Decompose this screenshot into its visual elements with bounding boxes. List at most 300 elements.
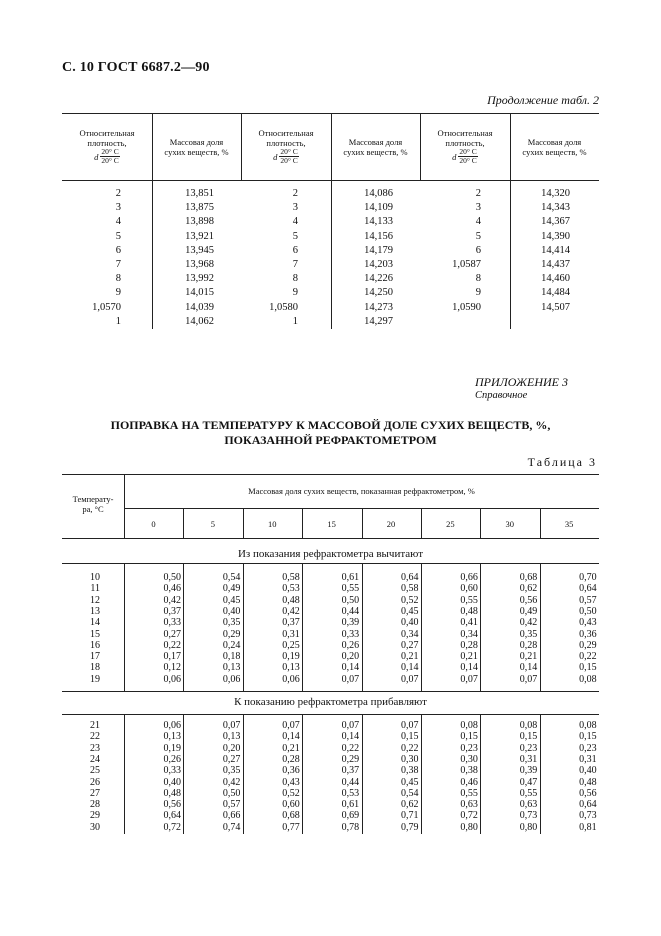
correction-cell: 0,23 [519,742,538,754]
correction-cell: 0,60 [460,583,478,595]
correction-cell: 0,45 [401,605,419,617]
section-subtract: Из показания рефрактометра вычитают [237,548,424,560]
fraction-symbol: d [273,151,278,162]
correction-cell: 0,55 [341,583,360,595]
correction-cell: 0,42 [282,605,300,617]
temperature-cell: 13 [90,605,100,617]
density-header [62,113,152,180]
temperature-cell: 10 [90,572,100,583]
correction-cell: 0,45 [401,776,419,788]
density-cell: 9 [292,287,298,299]
density-table [62,113,599,329]
density-cell: 1,0587 [452,259,481,271]
mass-cell: 14,367 [541,216,570,228]
mass-cell: 14,226 [364,273,393,285]
density-fraction [94,148,120,165]
correction-cell: 0,07 [222,720,241,731]
column-header: 35 [564,519,574,529]
correction-cell: 0,52 [282,787,300,799]
correction-cell: 0,40 [163,776,181,788]
correction-cell: 0,48 [282,594,300,606]
density-cell: 7 [115,259,121,271]
correction-cell: 0,27 [163,628,181,640]
column-header: 15 [327,519,336,529]
mass-cell: 14,250 [364,287,393,299]
correction-cell: 0,23 [579,742,597,754]
correction-cell: 0,28 [282,753,300,765]
correction-cell: 0,37 [341,765,360,777]
correction-cell: 0,73 [519,810,538,822]
table-rule-section [62,691,599,692]
mass-cell: 14,086 [364,188,393,199]
density-cell: 3 [115,202,121,214]
correction-cell: 0,42 [163,594,181,606]
temperature-cell: 22 [90,731,100,743]
correction-cell: 0,42 [519,617,538,629]
correction-cell: 0,25 [282,639,300,651]
correction-cell: 0,08 [519,720,538,731]
correction-cell: 0,39 [519,765,538,777]
correction-cell: 0,22 [163,639,181,651]
column-header: 10 [268,519,277,529]
correction-cell: 0,55 [460,594,478,606]
density-cell: 8 [292,273,298,285]
correction-cell: 0,14 [460,662,478,674]
correction-cell: 0,07 [460,673,478,685]
mass-column [331,187,393,329]
correction-cell: 0,50 [341,594,360,606]
correction-cell: 0,52 [401,594,419,606]
temperature-cell: 11 [90,583,100,595]
correction-cell: 0,23 [460,742,478,754]
density-cell: 9 [475,287,481,299]
correction-cell: 0,77 [282,821,300,833]
correction-cell: 0,63 [460,799,478,811]
table-rule-section [62,563,599,564]
density-cell: 6 [292,244,298,256]
temperature-cell: 26 [90,776,100,788]
correction-cell: 0,80 [519,821,538,833]
temperature-cell: 29 [90,810,100,822]
correction-cell: 0,48 [579,776,597,788]
correction-cell: 0,07 [341,673,360,685]
correction-cell: 0,07 [282,720,300,731]
header-text: Относительная [79,128,135,138]
correction-cell: 0,30 [401,753,419,765]
density-header [241,113,331,180]
density-fraction [273,148,299,165]
correction-cell: 0,29 [222,628,241,640]
mass-header [331,113,420,180]
correction-cell: 0,22 [401,742,419,754]
density-cell: 2 [292,188,298,199]
fraction-symbol: d [452,151,457,162]
temperature-cell: 24 [90,753,100,765]
correction-cell: 0,60 [282,799,300,811]
density-cell: 4 [115,216,121,228]
mass-header [152,113,241,180]
correction-cell: 0,66 [460,572,478,583]
correction-cell: 0,81 [579,821,597,833]
correction-cell: 0,28 [519,639,538,651]
temperature-cell: 23 [90,742,100,754]
mass-cell: 13,968 [185,259,214,271]
correction-cell: 0,33 [163,617,181,629]
correction-cell: 0,07 [341,720,360,731]
mass-cell: 13,945 [185,244,214,256]
correction-cell: 0,14 [519,662,538,674]
fraction-denominator: 20° C [101,156,119,165]
column-header: 0 [151,519,156,529]
title-line: ПОПРАВКА НА ТЕМПЕРАТУРУ К МАССОВОЙ ДОЛЕ СУХИХ ВЕЩЕСТВ, %, [110,418,551,432]
correction-cell: 0,56 [163,799,181,811]
temperature-cell: 12 [90,594,100,606]
correction-cell: 0,53 [282,583,300,595]
temperature-cell: 19 [90,673,100,685]
correction-cell: 0,63 [519,799,538,811]
correction-cell: 0,35 [519,628,538,640]
appendix-subtitle: Справочное [475,390,528,401]
correction-cell: 0,56 [579,787,597,799]
correction-cell: 0,19 [163,742,181,754]
correction-cell: 0,57 [222,799,241,811]
correction-cell: 0,43 [579,617,597,629]
mass-cell: 14,062 [185,315,214,327]
fraction-denominator: 20° C [280,156,298,165]
temperature-cell: 27 [90,787,100,799]
correction-cell: 0,50 [579,605,597,617]
temperature-cell: 15 [90,628,100,640]
mass-column [152,187,214,329]
mass-cell: 13,992 [185,273,214,285]
correction-cell: 0,39 [341,617,360,629]
correction-cell: 0,07 [401,673,419,685]
correction-cell: 0,08 [579,720,597,731]
correction-cell: 0,21 [282,742,300,754]
correction-cell: 0,26 [163,753,181,765]
correction-cell: 0,54 [401,787,419,799]
header-text: плотность, [445,138,485,148]
correction-cell: 0,14 [341,731,360,743]
header-text: Относительная [258,128,314,138]
fraction-denominator: 20° C [459,156,477,165]
title-line: ПОКАЗАННОЙ РЕФРАКТОМЕТРОМ [224,433,437,447]
mass-fraction-header: Массовая доля сухих веществ, показанная рефрактометром, % [248,486,475,496]
correction-cell: 0,71 [401,810,419,822]
correction-cell: 0,54 [222,572,241,583]
correction-cell: 0,62 [519,583,538,595]
correction-cell: 0,72 [460,810,478,822]
temperature-cell: 16 [90,639,100,651]
correction-cell: 0,35 [222,765,241,777]
density-cell: 3 [292,202,298,214]
correction-cell: 0,15 [579,662,597,674]
correction-cell: 0,37 [163,605,181,617]
correction-cell: 0,18 [222,651,241,663]
correction-cell: 0,49 [519,605,538,617]
correction-cell: 0,48 [460,605,478,617]
mass-cell: 14,273 [364,301,393,313]
column-header: 30 [505,519,514,529]
correction-cell: 0,38 [401,765,419,777]
correction-cell: 0,58 [282,572,300,583]
correction-cell: 0,58 [401,583,419,595]
correction-cell: 0,55 [460,787,478,799]
mass-cell: 14,460 [541,273,570,285]
table-rule-header [62,538,599,539]
correction-cell: 0,15 [519,731,538,743]
temperature-cell: 30 [90,821,100,833]
appendix-label [475,375,568,401]
header-text: Массовая доля [169,136,224,147]
correction-cell: 0,07 [401,720,419,731]
correction-cell: 0,48 [163,787,181,799]
correction-cell: 0,50 [222,787,241,799]
correction-cell: 0,37 [282,617,300,629]
correction-cell: 0,42 [222,776,241,788]
correction-cell: 0,13 [163,731,181,743]
correction-cell: 0,28 [460,639,478,651]
density-cell: 1,0580 [269,301,298,313]
correction-cell: 0,79 [401,821,419,833]
correction-cell: 0,33 [163,765,181,777]
correction-cell: 0,78 [341,821,360,833]
correction-cell: 0,45 [222,594,241,606]
header-text: плотность, [87,138,127,148]
correction-cell: 0,64 [579,799,597,811]
density-cell: 7 [292,259,298,271]
density-cell: 1 [292,315,298,327]
correction-cell: 0,08 [579,673,597,685]
correction-cell: 0,70 [579,572,597,583]
correction-cell: 0,31 [579,753,597,765]
correction-cell: 0,21 [519,651,538,663]
correction-cell: 0,24 [222,639,241,651]
mass-cell: 14,133 [364,216,393,228]
correction-cell: 0,80 [460,821,478,833]
mass-cell: 14,109 [364,202,393,214]
header-text: сухих веществ, % [343,146,408,157]
correction-cell: 0,15 [401,731,419,743]
correction-cell: 0,40 [579,765,597,777]
correction-cell: 0,61 [341,572,360,583]
correction-cell: 0,64 [401,572,419,583]
header-text: Относительная [437,128,493,138]
correction-cell: 0,12 [163,662,181,674]
table-rule-top [62,474,599,475]
temperature-cell: 14 [90,617,100,629]
temperature-header [62,494,124,514]
fraction-numerator: 20° C [459,147,477,156]
temperature-cell: 28 [90,799,100,811]
header-text: ра, °С [82,504,104,514]
correction-cell: 0,43 [282,776,300,788]
fraction-numerator: 20° C [280,147,298,156]
correction-cell: 0,14 [341,662,360,674]
temperature-cell: 25 [90,765,100,777]
correction-cell: 0,68 [519,572,538,583]
correction-cell: 0,74 [222,821,241,833]
correction-cell: 0,22 [341,742,360,754]
density-fraction [452,148,478,165]
mass-cell: 13,921 [185,230,214,242]
correction-cell: 0,06 [282,673,300,685]
correction-cell: 0,40 [222,605,241,617]
density-cell: 8 [115,273,121,285]
table-rule-section [62,714,599,715]
correction-cell: 0,34 [460,628,478,640]
table-continuation-note: Продолжение табл. 2 [487,93,599,107]
correction-cell: 0,21 [401,651,419,663]
mass-cell: 13,898 [185,216,214,228]
correction-cell: 0,47 [519,776,538,788]
temperature-correction-table [62,474,599,834]
temperature-cell: 18 [90,662,100,674]
correction-cell: 0,35 [222,617,241,629]
density-cell: 4 [475,216,481,228]
correction-cell: 0,29 [579,639,597,651]
mass-cell: 14,156 [364,230,393,242]
mass-cell: 14,039 [185,301,214,313]
density-cell: 5 [115,230,121,242]
correction-cell: 0,26 [341,639,360,651]
correction-cell: 0,17 [163,651,181,663]
density-cell: 1,0590 [452,301,481,313]
correction-cell: 0,46 [460,776,478,788]
correction-cell: 0,40 [401,617,419,629]
correction-cell: 0,66 [222,810,241,822]
density-column [420,187,481,315]
density-cell: 9 [115,287,121,299]
section-add: К показанию рефрактометра прибавляют [234,696,427,708]
correction-cell: 0,27 [222,753,241,765]
table-label: Таблица 3 [527,455,597,469]
correction-cell: 0,50 [163,572,181,583]
correction-cell: 0,06 [163,720,181,731]
correction-cell: 0,44 [341,605,360,617]
density-cell: 6 [115,244,121,256]
correction-cell: 0,19 [282,651,300,663]
correction-cell: 0,53 [341,787,360,799]
column-header: 25 [446,519,455,529]
appendix-title: ПРИЛОЖЕНИЕ 3 [475,375,568,389]
mass-cell: 14,507 [541,301,570,313]
correction-cell: 0,06 [222,673,241,685]
column-header: 5 [210,519,215,529]
section-title [0,418,661,448]
correction-cell: 0,20 [341,651,360,663]
density-cell: 1 [115,315,121,327]
mass-cell: 14,484 [541,287,570,299]
header-text: плотность, [266,138,306,148]
correction-cell: 0,30 [460,753,478,765]
header-text: Массовая доля [527,136,582,147]
page-header: С. 10 ГОСТ 6687.2—90 [62,60,210,75]
correction-cell: 0,27 [401,639,419,651]
mass-cell: 14,390 [541,230,570,242]
density-cell: 5 [475,230,481,242]
correction-cell: 0,15 [579,731,597,743]
density-header [420,113,510,180]
mass-cell: 14,320 [541,188,570,199]
correction-cell: 0,57 [579,594,597,606]
correction-cell: 0,15 [460,731,478,743]
density-cell: 5 [292,230,298,242]
correction-cell: 0,73 [579,810,597,822]
correction-cell: 0,14 [282,731,300,743]
temperature-cell: 17 [90,651,100,663]
mass-cell: 14,437 [541,259,570,271]
header-text: Массовая доля [348,136,403,147]
correction-cell: 0,44 [341,776,360,788]
fraction-numerator: 20° C [101,147,119,156]
mass-column [510,187,570,315]
correction-cell: 0,34 [401,628,419,640]
density-cell: 4 [292,216,298,228]
correction-cell: 0,31 [282,628,300,640]
correction-cell: 0,41 [460,617,478,629]
density-cell: 8 [475,273,481,285]
mass-cell: 14,203 [364,259,393,271]
correction-cell: 0,13 [222,731,241,743]
density-cell: 2 [115,188,121,199]
header-text: Температу- [72,494,114,504]
correction-cell: 0,69 [341,810,360,822]
mass-cell: 13,851 [185,188,214,199]
mass-cell: 14,015 [185,287,214,299]
correction-cell: 0,36 [282,765,300,777]
temperature-cell: 21 [90,720,100,731]
density-cell: 2 [475,188,481,199]
correction-cell: 0,72 [163,821,181,833]
mass-cell: 13,875 [185,202,214,214]
correction-cell: 0,64 [163,810,181,822]
correction-cell: 0,55 [519,787,538,799]
mass-cell: 14,297 [364,315,393,327]
mass-cell: 14,414 [541,244,570,256]
mass-header [510,113,599,180]
correction-cell: 0,68 [282,810,300,822]
correction-cell: 0,13 [282,662,300,674]
correction-cell: 0,36 [579,628,597,640]
correction-cell: 0,29 [341,753,360,765]
correction-cell: 0,08 [460,720,478,731]
mass-cell: 14,343 [541,202,570,214]
correction-cell: 0,33 [341,628,360,640]
correction-cell: 0,07 [519,673,538,685]
density-cell: 6 [475,244,481,256]
correction-cell: 0,31 [519,753,538,765]
correction-cell: 0,46 [163,583,181,595]
correction-cell: 0,22 [579,651,597,663]
correction-cell: 0,49 [222,583,241,595]
correction-cell: 0,13 [222,662,241,674]
density-cell: 1,0570 [92,301,121,313]
column-header: 20 [386,519,396,529]
header-text: сухих веществ, % [522,146,587,157]
correction-cell: 0,62 [401,799,419,811]
density-column [62,187,121,329]
correction-cell: 0,61 [341,799,360,811]
correction-cell: 0,21 [460,651,478,663]
correction-cell: 0,06 [163,673,181,685]
mass-cell: 14,179 [364,244,393,256]
density-cell: 3 [475,202,481,214]
correction-cell: 0,64 [579,583,597,595]
correction-cell: 0,20 [222,742,241,754]
correction-cell: 0,38 [460,765,478,777]
correction-cell: 0,56 [519,594,538,606]
